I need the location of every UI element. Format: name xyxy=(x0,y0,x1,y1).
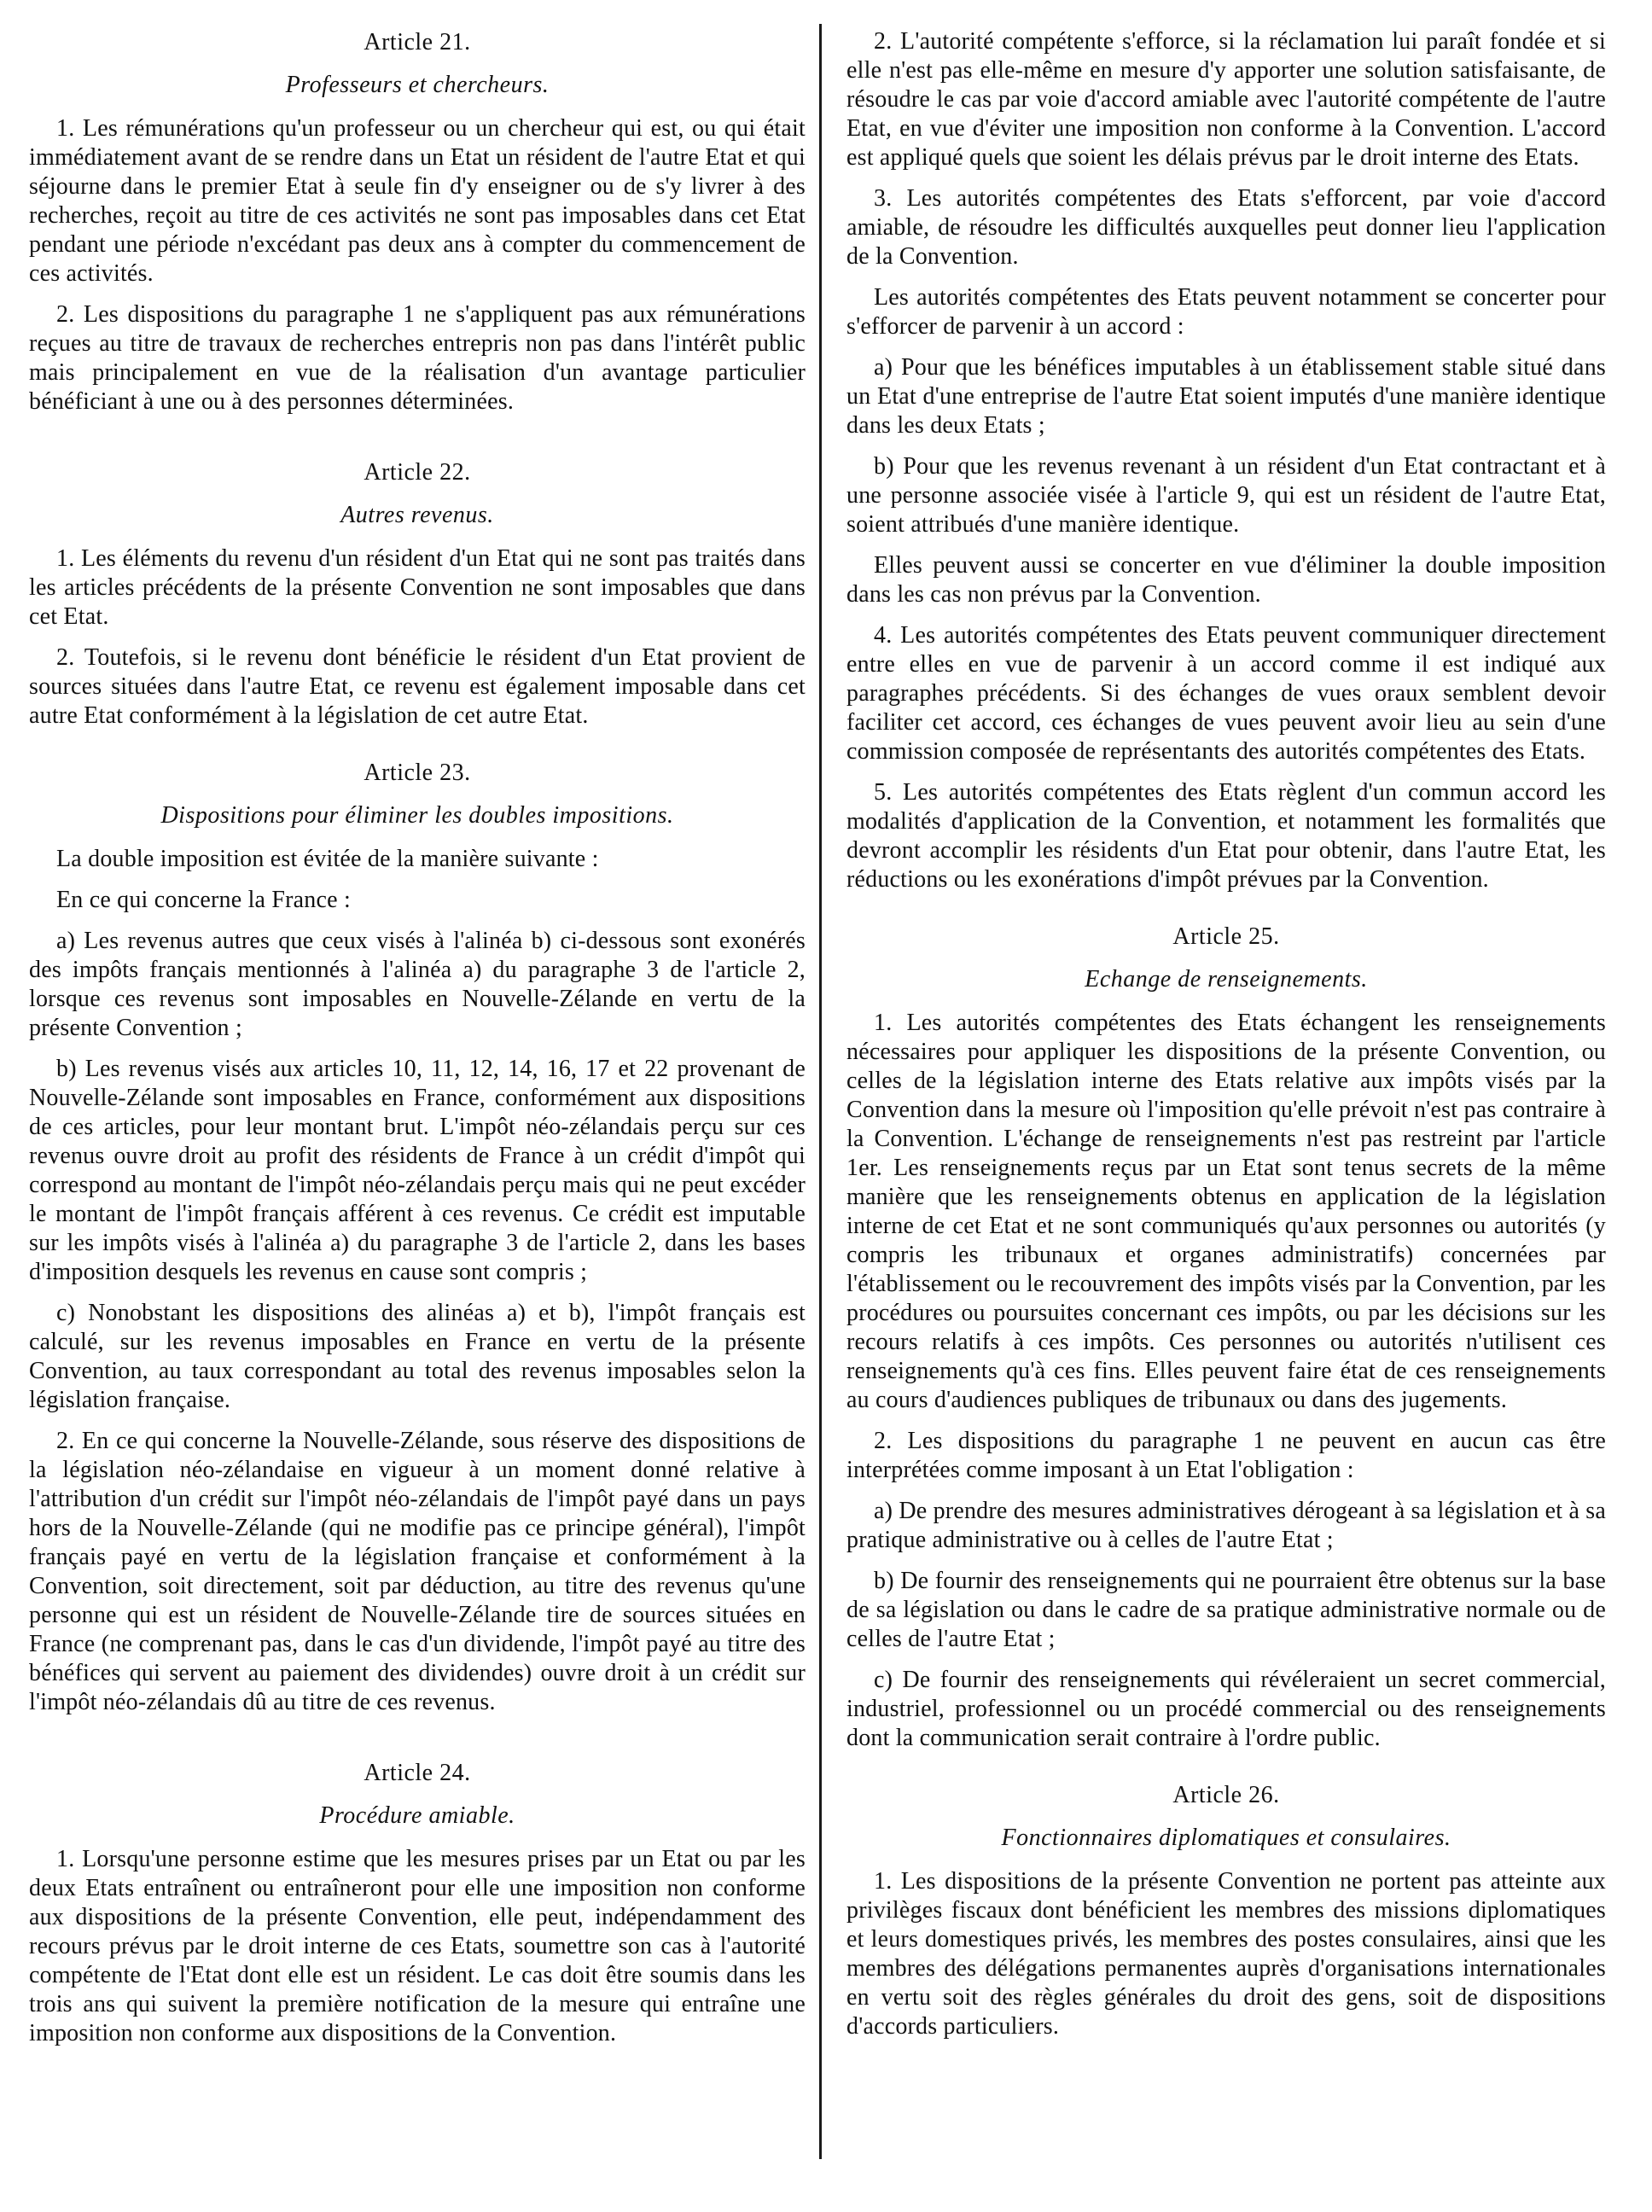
article-23 xyxy=(29,758,806,1717)
article-26 xyxy=(846,1780,1606,2041)
article-21-paragraph-1: 1. Les rémunérations qu'un professeur ou un chercheur qui est, ou qui était immédiatement avant de se rendre dans un Etat un résident de l'autre Etat et qui séjourne dans le premier Etat à seule fin d'y enseigner ou de s'y livrer à des recherches, reçoit au titre de ces activités ne sont pas imposables dans cet Etat pendant une période n'excédant pas deux ans à compter du commencement de ces activités. xyxy=(29,115,806,287)
article-25-paragraph-2: 2. Les dispositions du paragraphe 1 ne peuvent en aucun cas être interprétées comme imposant à un Etat l'obligation : xyxy=(846,1428,1606,1483)
article-22-subtitle: Autres revenus. xyxy=(340,502,494,528)
left-column xyxy=(29,27,806,2060)
article-26-subtitle: Fonctionnaires diplomatiques et consulaires. xyxy=(1001,1825,1451,1851)
article-23-item-b: b) Les revenus visés aux articles 10, 11, 12, 14, 16, 17 et 22 provenant de Nouvelle-Zélande sont imposables en France, conformément aux dispositions de ces articles, pour leur montant brut. L'impôt néo-zélandais perçu sur ces revenus ouvre droit au profit des résidents de France à un crédit d'impôt qui correspond au montant de l'impôt néo-zélandais perçu mais qui ne peut excéder le montant de l'impôt français afférent à ces revenus. Ce crédit est imputable sur les impôts visés à l'alinéa a) du paragraphe 3 de l'article 2, dans les bases d'imposition desquels les revenus en cause sont compris ; xyxy=(29,1056,806,1285)
article-24-paragraph-2: 2. L'autorité compétente s'efforce, si la réclamation lui paraît fondée et si elle n'est pas elle-même en mesure d'y apporter une solution satisfaisante, de résoudre le cas par voie d'accord amiable avec l'autorité compétente de l'autre Etat, en vue d'éviter une imposition non conforme à la Convention. L'accord est appliqué quels que soient les délais prévus par le droit interne des Etats. xyxy=(846,28,1606,171)
article-23-heading: Article 23. xyxy=(364,760,471,786)
article-26-heading: Article 26. xyxy=(1172,1782,1280,1808)
article-21-subtitle: Professeurs et chercheurs. xyxy=(285,72,550,98)
article-25-item-a: a) De prendre des mesures administratives dérogeant à sa législation et à sa pratique administrative ou à celles de l'autre Etat ; xyxy=(846,1498,1607,1553)
article-21 xyxy=(29,27,806,416)
article-25-paragraph-1: 1. Les autorités compétentes des Etats échangent les renseignements nécessaires pour appliquer les dispositions de la présente Convention, ou celles de la législation interne des Etats relative aux impôts visés par la Convention dans la mesure où l'imposition qu'elle prévoit n'est pas contraire à la Convention. L'échange de renseignements n'est pas restreint par l'article 1er. Les renseignements reçus par un Etat sont tenus secrets de la même manière que les renseignements obtenus en application de la législation interne de cet Etat et ne sont communiqués qu'aux personnes ou autorités (y compris les tribunaux et organes administratifs) concernées par l'établissement ou le recouvrement des impôts visés par la Convention, par les procédures ou poursuites concernant ces impôts, ou par les décisions sur les recours relatifs à ces impôts. Ces personnes ou autorités n'utilisent ces renseignements qu'à ces fins. Elles peuvent faire état de ces renseignements au cours d'audiences publiques de tribunaux ou dans des jugements. xyxy=(846,1010,1606,1413)
article-25-subtitle: Echange de renseignements. xyxy=(1085,966,1368,992)
right-column xyxy=(846,27,1606,2053)
article-24-item-a: a) Pour que les bénéfices imputables à un établissement stable situé dans un Etat d'une entreprise de l'autre Etat soient imputés d'une manière identique dans les deux Etats ; xyxy=(846,354,1606,439)
article-24 xyxy=(29,1758,806,2048)
article-24-paragraph-1: 1. Lorsqu'une personne estime que les mesures prises par un Etat ou par les deux Etats entraînent ou entraîneront pour elle une imposition non conforme aux dispositions de la présente Convention, elle peut, indépendamment des recours prévus par le droit interne de ces Etats, soumettre son cas à l'autorité compétente de l'Etat dont elle est un résident. Le cas doit être soumis dans les trois ans qui suivent la première notification de la mesure qui entraîne une imposition non conforme aux dispositions de la Convention. xyxy=(29,1846,806,2046)
article-25-item-b: b) De fournir des renseignements qui ne pourraient être obtenus sur la base de sa législation ou dans le cadre de sa pratique administrative normale ou de celles de l'autre Etat ; xyxy=(846,1568,1606,1652)
article-24-paragraph-4: 4. Les autorités compétentes des Etats peuvent communiquer directement entre elles en vue de parvenir à un accord comme il est indiqué aux paragraphes précédents. Si des échanges de vues oraux semblent devoir faciliter cet accord, ces échanges de vues peuvent avoir lieu au sein d'une commission composée de représentants des autorités compétentes des Etats. xyxy=(846,622,1606,765)
article-21-paragraph-2: 2. Les dispositions du paragraphe 1 ne s'appliquent pas aux rémunérations reçues au titre de travaux de recherches entrepris non pas dans l'intérêt public mais principalement en vue de la réalisation d'un avantage particulier bénéficiant à une ou à des personnes déterminées. xyxy=(29,301,806,415)
article-25-item-c: c) De fournir des renseignements qui révéleraient un secret commercial, industriel, professionnel ou un procédé commercial ou des renseignements dont la communication serait contraire à l'ordre public. xyxy=(846,1667,1606,1751)
article-23-france-heading: En ce qui concerne la France : xyxy=(56,887,351,913)
article-24-paragraph-5: 5. Les autorités compétentes des Etats règlent d'un commun accord les modalités d'application de la Convention, et notamment les formalités que devront accomplir les résidents d'un Etat pour obtenir, dans l'autre Etat, les réductions ou les exonérations d'impôt prévues par la Convention. xyxy=(846,779,1606,893)
article-23-item-a: a) Les revenus autres que ceux visés à l'alinéa b) ci-dessous sont exonérés des impôts français mentionnés à l'alinéa a) du paragraphe 3 de l'article 2, lorsque ces revenus sont imposables en Nouvelle-Zélande en vertu de la présente Convention ; xyxy=(29,928,806,1041)
article-26-paragraph-1: 1. Les dispositions de la présente Convention ne portent pas atteinte aux privilèges fiscaux dont bénéficient les membres des missions diplomatiques et leurs domestiques privés, les membres des postes consulaires, ainsi que les membres des délégations permanentes auprès d'organisations internationales en vertu soit des règles générales du droit des gens, soit de dispositions d'accords particuliers. xyxy=(846,1868,1606,2040)
article-25 xyxy=(846,922,1606,1753)
article-24-continued xyxy=(846,27,1606,894)
article-24-subtitle: Procédure amiable. xyxy=(319,1802,515,1829)
article-22-heading: Article 22. xyxy=(364,459,471,486)
article-23-intro: La double imposition est évitée de la manière suivante : xyxy=(56,846,599,872)
article-24-heading: Article 24. xyxy=(364,1760,471,1786)
article-24-paragraph-3: 3. Les autorités compétentes des Etats s'efforcent, par voie d'accord amiable, de résoudre les difficultés auxquelles peut donner lieu l'application de la Convention. xyxy=(846,185,1606,270)
article-22-paragraph-1: 1. Les éléments du revenu d'un résident d'un Etat qui ne sont pas traités dans les articles précédents de la présente Convention ne sont imposables que dans cet Etat. xyxy=(29,545,806,630)
article-23-subtitle: Dispositions pour éliminer les doubles impositions. xyxy=(160,802,674,829)
article-23-paragraph-2: 2. En ce qui concerne la Nouvelle-Zélande, sous réserve des dispositions de la législation néo-zélandaise en vigueur à un moment donné relative à l'attribution d'un crédit sur l'impôt néo-zélandais de l'impôt payé dans un pays hors de la Nouvelle-Zélande (qui ne modifie pas ce principe général), l'impôt français payé en vertu de la législation française et conformément à la Convention, soit directement, soit par déduction, au titre des revenus qu'une personne qui est un résident de Nouvelle-Zélande tire de sources situées en France (ne comprenant pas, dans le cas d'un dividende, l'impôt payé au titre des bénéfices qui servent au paiement des dividendes) ouvre droit à un crédit sur l'impôt néo-zélandais dû au titre de ces revenus. xyxy=(29,1428,806,1715)
article-23-item-c: c) Nonobstant les dispositions des alinéas a) et b), l'impôt français est calculé, sur les revenus imposables en France en vertu de la présente Convention, au taux correspondant au total des revenus imposables selon la législation française. xyxy=(29,1300,806,1413)
article-22-paragraph-2: 2. Toutefois, si le revenu dont bénéficie le résident d'un Etat provient de sources situées dans l'autre Etat, ce revenu est également imposable dans cet autre Etat conformément à la législation de cet autre Etat. xyxy=(29,644,806,729)
article-25-heading: Article 25. xyxy=(1172,923,1280,950)
column-divider xyxy=(819,24,822,2159)
article-22 xyxy=(29,457,806,731)
article-24-double-imposition: Elles peuvent aussi se concerter en vue d'éliminer la double imposition dans les cas non prévus par la Convention. xyxy=(846,552,1606,608)
article-21-heading: Article 21. xyxy=(364,29,471,55)
article-24-item-b: b) Pour que les revenus revenant à un résident d'un Etat contractant et à une personne associée visée à l'article 9, qui est un résident de l'autre Etat, soient attribués d'une manière identique. xyxy=(846,453,1606,538)
article-24-concert-intro: Les autorités compétentes des Etats peuvent notamment se concerter pour s'efforcer de parvenir à un accord : xyxy=(846,284,1606,340)
